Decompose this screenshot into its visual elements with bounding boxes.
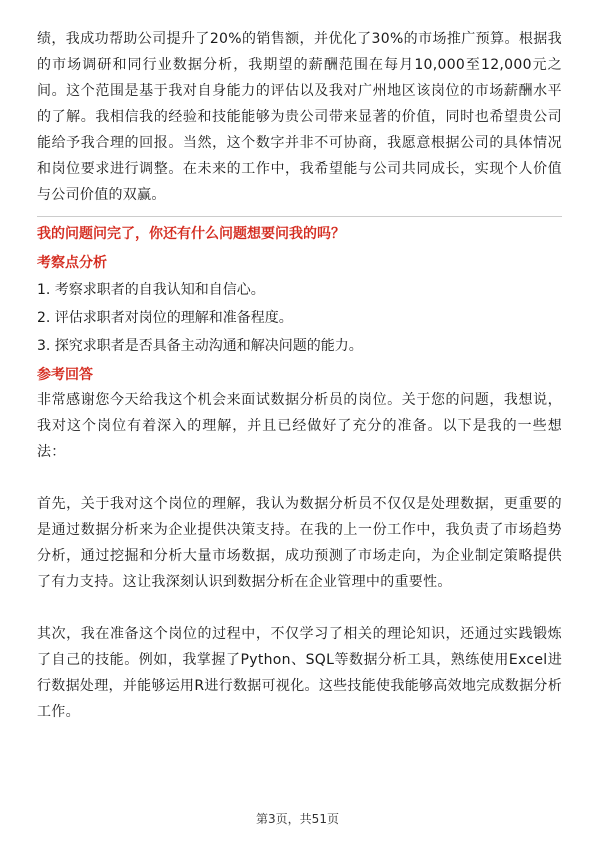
analysis-item: 1. 考察求职者的自我认知和自信心。: [37, 282, 265, 298]
analysis-item: 2. 评估求职者对岗位的理解和准备程度。: [37, 310, 293, 326]
answer-paragraph: 非常感谢您今天给我这个机会来面试数据分析员的岗位。关于您的问题，我想说，我对这个岗位有着深入的理解，并且已经做好了充分的准备。以下是我的一些想法：: [37, 392, 562, 460]
answer-paragraph: 其次，我在准备这个岗位的过程中，不仅学习了相关的理论知识，还通过实践锻炼了自己的技能。例如，我掌握了Python、SQL等数据分析工具，熟练使用Excel进行数据处理，并能够运用R进行数据可视化。这些技能使我能够高效地完成数据分析工作。: [37, 626, 562, 720]
answer-title: 参考回答: [37, 367, 93, 383]
analysis-title: 考察点分析: [37, 255, 107, 271]
answer-paragraph: 首先，关于我对这个岗位的理解，我认为数据分析员不仅仅是处理数据，更重要的是通过数据分析来为企业提供决策支持。在我的上一份工作中，我负责了市场趋势分析，通过挖掘和分析大量市场数据，成功预测了市场走向，为企业制定策略提供了有力支持。这让我深刻认识到数据分析在企业管理中的重要性。: [37, 496, 562, 590]
paragraph-gap: [37, 595, 562, 621]
intro-paragraph: 绩，我成功帮助公司提升了20%的销售额，并优化了30%的市场推广预算。根据我的市场调研和同行业数据分析，我期望的薪酬范围在每月10,000至12,000元之间。这个范围是基于我对自身能力的评估以及我对广州地区该岗位的市场薪酬水平的了解。我相信我的经验和技能能够为贵公司带来显著的价值，同时也希望贵公司能给予我合理的回报。当然，这个数字并非不可协商，我愿意根据公司的具体情况和岗位要求进行调整。在未来的工作中，我希望能与公司共同成长，实现个人价值与公司价值的双赢。: [37, 31, 562, 203]
page-footer: 第3页，共51页: [256, 812, 339, 826]
paragraph-gap: [37, 465, 562, 491]
page-content: [37, 26, 562, 725]
analysis-item: 3. 探究求职者是否具备主动沟通和解决问题的能力。: [37, 338, 363, 354]
section-divider: [37, 216, 562, 217]
question-heading: 我的问题问完了，你还有什么问题想要问我的吗？: [37, 226, 345, 242]
